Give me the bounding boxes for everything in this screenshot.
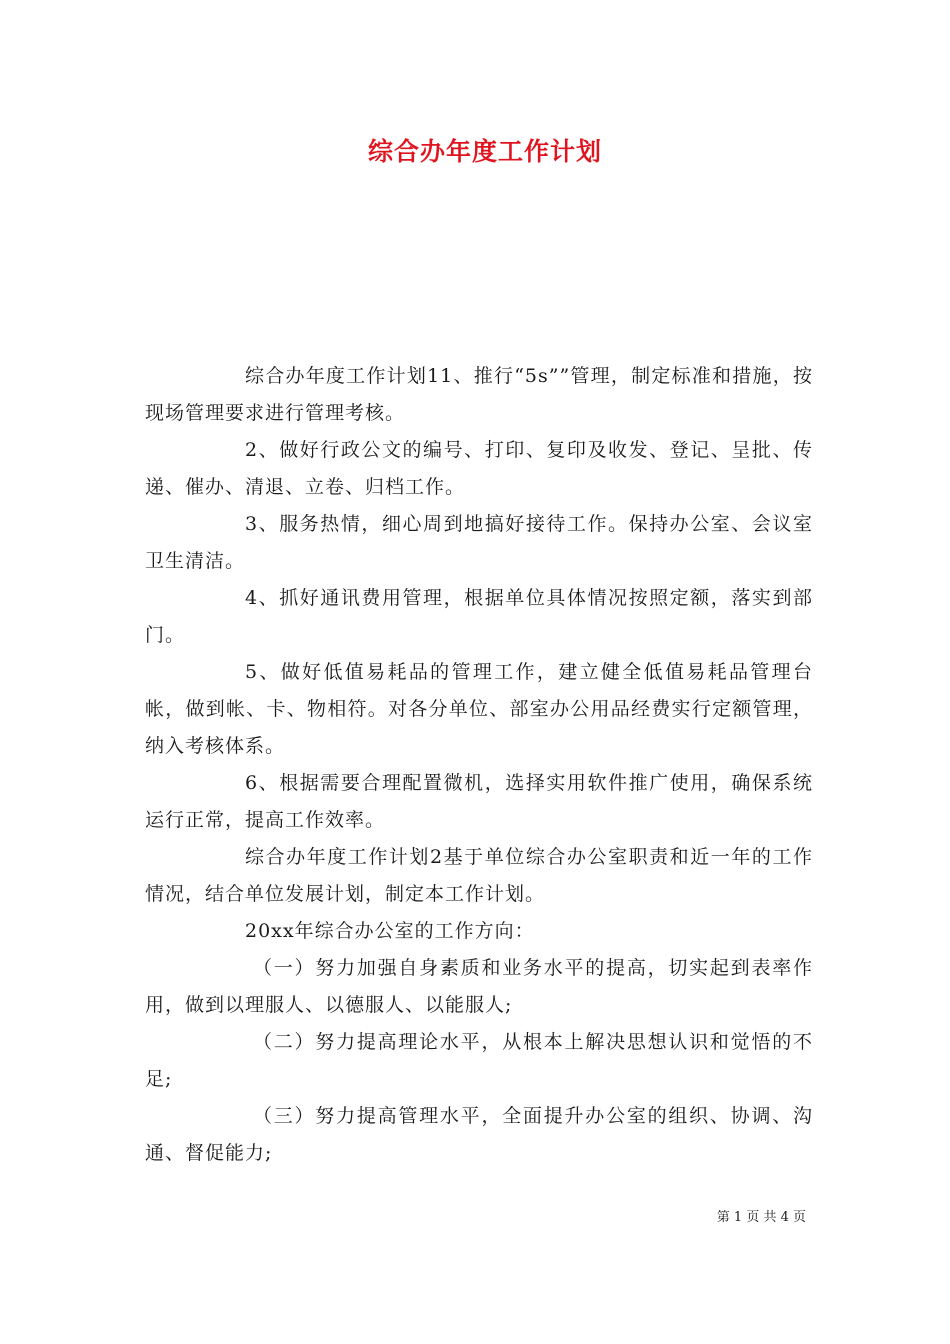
page-number: 第 1 页 共 4 页 — [716, 1210, 806, 1225]
paragraph: 20xx年综合办公室的工作方向： — [245, 920, 535, 942]
paragraph: 3、服务热情，细心周到地搞好接待工作。保持办公室、会议室卫生清洁。 — [145, 513, 813, 572]
paragraph: 6、根据需要合理配置微机，选择实用软件推广使用，确保系统运行正常，提高工作效率。 — [145, 772, 813, 831]
paragraph: 4、抓好通讯费用管理，根据单位具体情况按照定额，落实到部门。 — [145, 587, 813, 646]
paragraph: 5、做好低值易耗品的管理工作，建立健全低值易耗品管理台帐，做到帐、卡、物相符。对各分单位、部室办公用品经费实行定额管理，纳入考核体系。 — [145, 661, 813, 757]
paragraph: 2、做好行政公文的编号、打印、复印及收发、登记、呈批、传递、催办、清退、立卷、归档工作。 — [145, 439, 813, 498]
document-body — [145, 358, 813, 1172]
paragraph: （三）努力提高管理水平，全面提升办公室的组织、协调、沟通、督促能力; — [145, 1105, 813, 1164]
document-title: 综合办年度工作计划 — [367, 137, 602, 166]
paragraph: 综合办年度工作计划11、推行“5s””管理，制定标准和措施，按现场管理要求进行管理考核。 — [145, 365, 813, 424]
paragraph: （二）努力提高理论水平，从根本上解决思想认识和觉悟的不足; — [145, 1031, 813, 1090]
paragraph: 综合办年度工作计划2基于单位综合办公室职责和近一年的工作情况，结合单位发展计划，制定本工作计划。 — [145, 846, 813, 905]
paragraph: （一）努力加强自身素质和业务水平的提高，切实起到表率作用，做到以理服人、以德服人、以能服人; — [145, 957, 813, 1016]
